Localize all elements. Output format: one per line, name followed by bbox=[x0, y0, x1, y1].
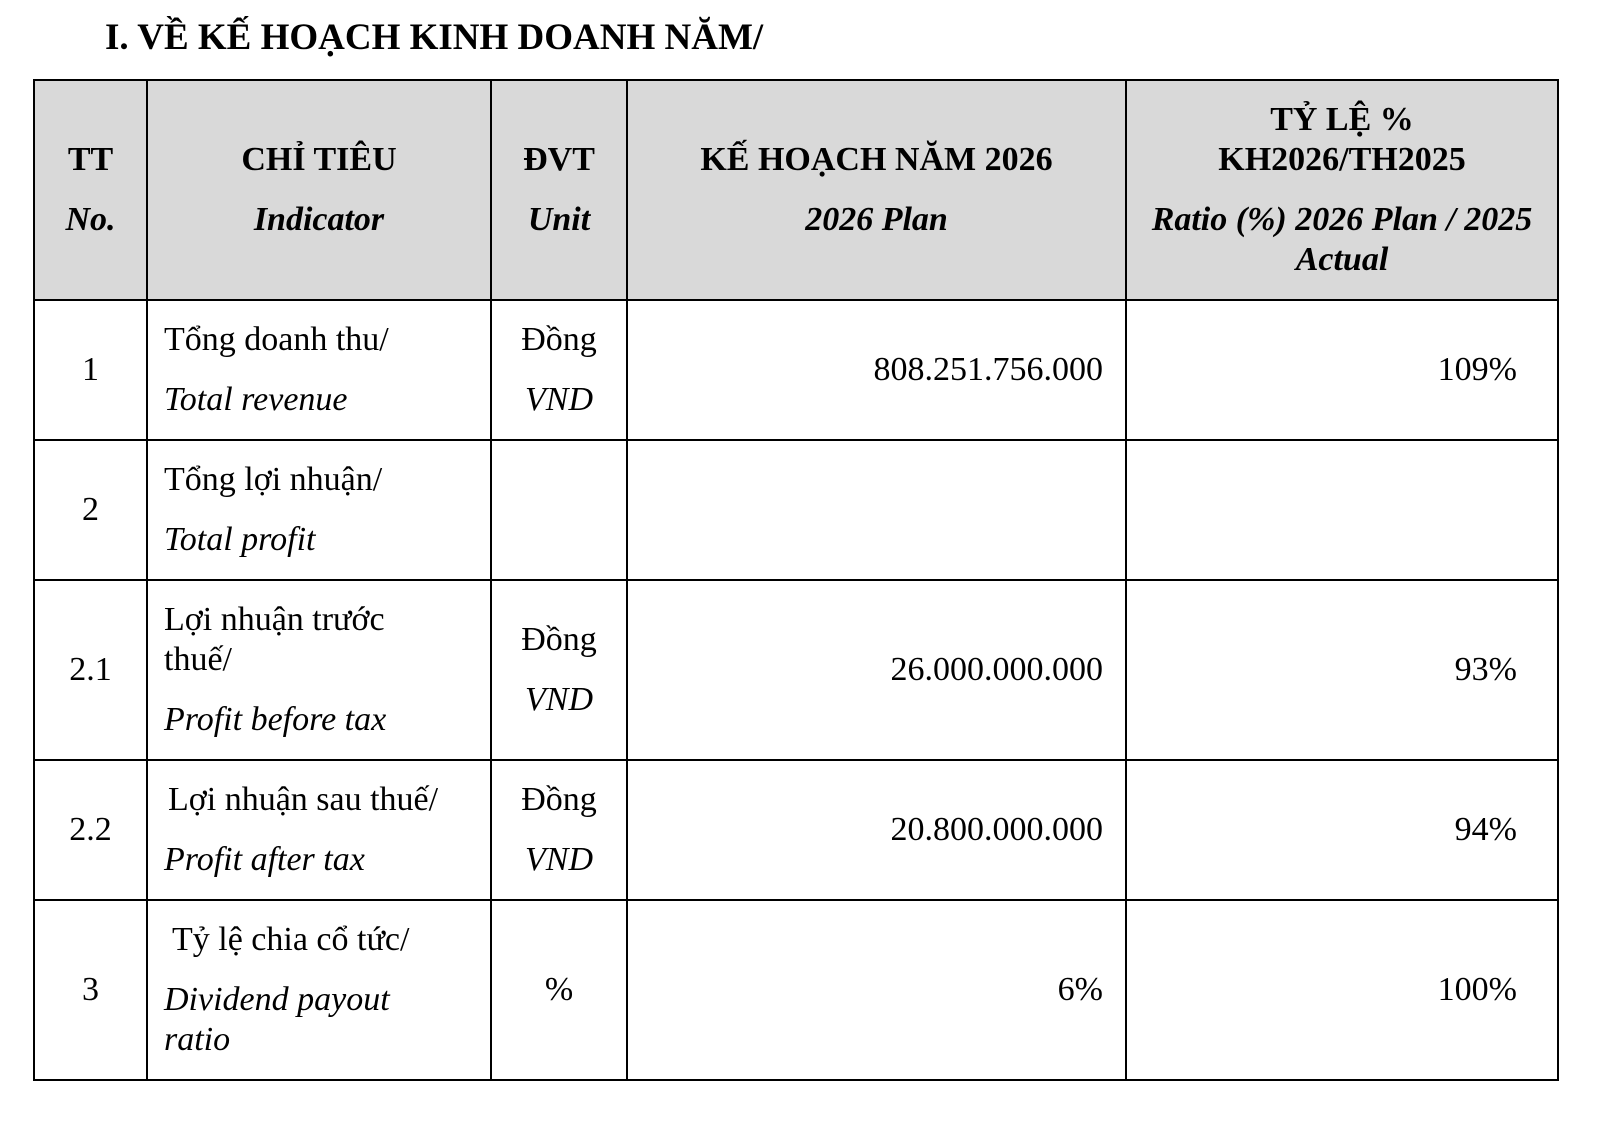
indicator-en: Profit before tax bbox=[164, 701, 387, 738]
unit-vi: Đồng bbox=[521, 321, 597, 358]
row-ratio-value: 93% bbox=[1126, 580, 1558, 760]
unit-vi: Đồng bbox=[521, 621, 597, 658]
table-row bbox=[34, 440, 1558, 580]
header-ratio-vi-line2: KH2026/TH2025 bbox=[1218, 141, 1466, 178]
indicator-vi: Lợi nhuận trước thuế/ bbox=[164, 601, 385, 678]
indicator-vi: Tổng doanh thu/ bbox=[164, 321, 389, 358]
row-unit bbox=[491, 900, 627, 1080]
indicator-vi: Tổng lợi nhuận/ bbox=[164, 461, 383, 498]
header-unit-en: Unit bbox=[527, 201, 591, 238]
indicator-en: Total profit bbox=[164, 521, 316, 558]
unit-vi: Đồng bbox=[521, 781, 597, 818]
row-no: 1 bbox=[34, 300, 147, 440]
header-unit bbox=[491, 80, 627, 300]
header-indicator-en: Indicator bbox=[253, 201, 385, 238]
row-plan-value: 20.800.000.000 bbox=[627, 760, 1126, 900]
row-unit bbox=[491, 760, 627, 900]
table-row bbox=[34, 300, 1558, 440]
indicator-en: Total revenue bbox=[164, 381, 348, 418]
row-unit bbox=[491, 580, 627, 760]
row-plan-value: 6% bbox=[627, 900, 1126, 1080]
header-unit-vi: ĐVT bbox=[523, 141, 595, 178]
table-header-row bbox=[34, 80, 1558, 300]
indicator-vi: Tỷ lệ chia cổ tức/ bbox=[172, 921, 410, 958]
row-ratio-value: 94% bbox=[1126, 760, 1558, 900]
row-ratio-value: 100% bbox=[1126, 900, 1558, 1080]
header-indicator bbox=[147, 80, 491, 300]
row-indicator bbox=[147, 900, 491, 1080]
business-plan-table bbox=[33, 79, 1559, 1081]
header-no-vi: TT bbox=[67, 141, 114, 178]
row-plan-value: 808.251.756.000 bbox=[627, 300, 1126, 440]
unit-en: VND bbox=[525, 841, 593, 878]
row-indicator bbox=[147, 440, 491, 580]
table-row bbox=[34, 580, 1558, 760]
unit-en: VND bbox=[525, 381, 593, 418]
row-ratio-value: 109% bbox=[1126, 300, 1558, 440]
row-plan-value bbox=[627, 440, 1126, 580]
row-ratio-value bbox=[1126, 440, 1558, 580]
header-no-en: No. bbox=[65, 201, 116, 238]
heading-vi: I. VỀ KẾ HOẠCH KINH DOANH NĂM/ bbox=[105, 17, 764, 58]
row-indicator bbox=[147, 580, 491, 760]
header-plan-en: 2026 Plan bbox=[805, 201, 948, 238]
row-no: 3 bbox=[34, 900, 147, 1080]
table-row bbox=[34, 760, 1558, 900]
indicator-en: Dividend payout ratio bbox=[164, 981, 390, 1058]
row-unit bbox=[491, 440, 627, 580]
header-ratio-en: Ratio (%) 2026 Plan / 2025 Actual bbox=[1151, 201, 1533, 278]
row-indicator bbox=[147, 760, 491, 900]
indicator-vi: Lợi nhuận sau thuế/ bbox=[168, 781, 439, 818]
unit-en: VND bbox=[525, 681, 593, 718]
row-unit bbox=[491, 300, 627, 440]
row-no: 2.1 bbox=[34, 580, 147, 760]
row-no: 2.2 bbox=[34, 760, 147, 900]
table-row bbox=[34, 900, 1558, 1080]
header-ratio bbox=[1126, 80, 1558, 300]
header-ratio-vi-line1: TỶ LỆ % bbox=[1270, 101, 1414, 138]
header-plan bbox=[627, 80, 1126, 300]
row-plan-value: 26.000.000.000 bbox=[627, 580, 1126, 760]
indicator-en: Profit after tax bbox=[164, 841, 365, 878]
header-indicator-vi: CHỈ TIÊU bbox=[241, 141, 397, 178]
unit-vi: % bbox=[544, 971, 574, 1008]
header-plan-vi: KẾ HOẠCH NĂM 2026 bbox=[700, 141, 1053, 178]
row-no: 2 bbox=[34, 440, 147, 580]
header-no bbox=[34, 80, 147, 300]
row-indicator bbox=[147, 300, 491, 440]
